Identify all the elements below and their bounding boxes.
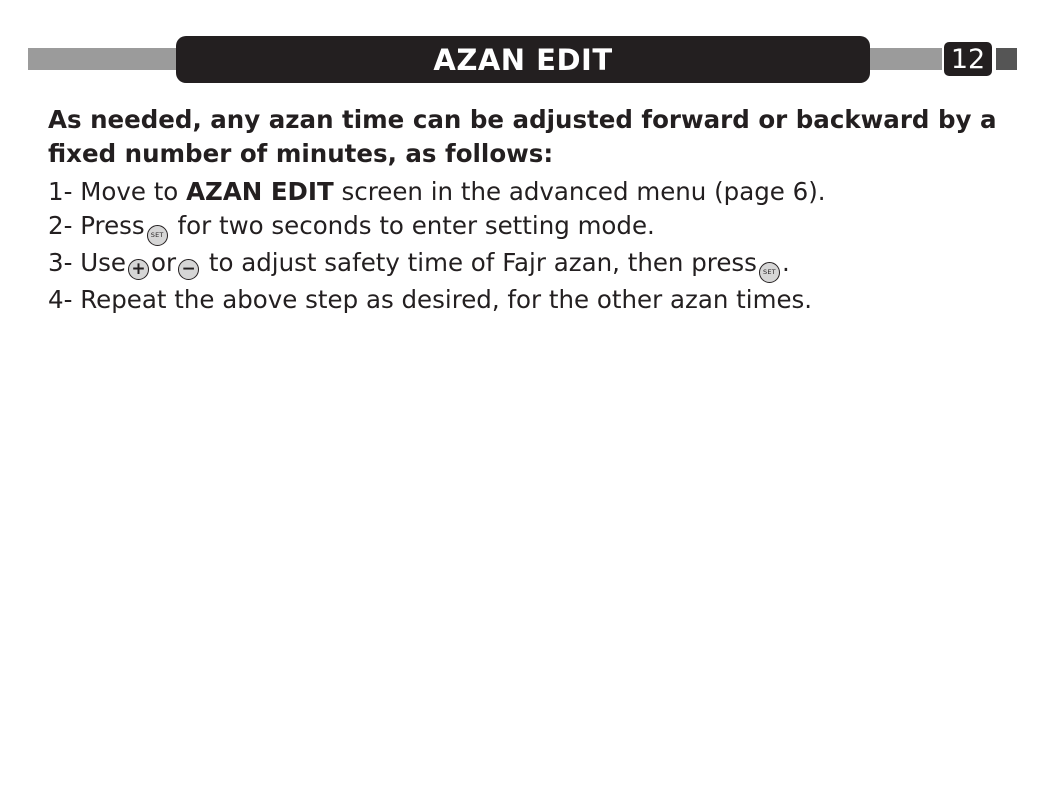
header-bar-right [866,48,942,70]
header-banner [176,36,870,83]
header-bar-left [28,48,180,70]
intro-text: As needed, any azan time can be adjusted forward or backward by a fixed number of minutes, as follows: [48,105,997,168]
step-4 [48,283,1028,317]
step-1 [48,175,1028,209]
step-2-prefix: 2- Press [48,211,145,240]
steps-list [48,175,1028,317]
step-3 [48,246,1028,283]
step-3-end: . [781,247,790,277]
page-title: AZAN EDIT [433,42,613,77]
step-3-suffix: to adjust safety time of Fajr azan, then press [201,247,757,277]
plus-button-icon: + [128,259,149,280]
set-button-icon: SET [759,262,780,283]
step-1-prefix: 1- Move to [48,177,187,206]
step-2-suffix: for two seconds to enter setting mode. [169,211,655,240]
step-3-middle: or [151,247,177,277]
step-1-suffix: screen in the advanced menu (page 6). [333,177,826,206]
step-2 [48,209,1028,246]
page-number-badge [944,42,992,76]
step-3-prefix: 3- Use [48,247,126,277]
step-4-text: 4- Repeat the above step as desired, for the other azan times. [48,284,813,314]
set-button-icon: SET [147,225,168,246]
header-end-block [996,48,1017,70]
page-number: 12 [950,43,986,75]
minus-button-icon: − [178,259,199,280]
step-1-screen-name: AZAN EDIT [186,177,334,206]
